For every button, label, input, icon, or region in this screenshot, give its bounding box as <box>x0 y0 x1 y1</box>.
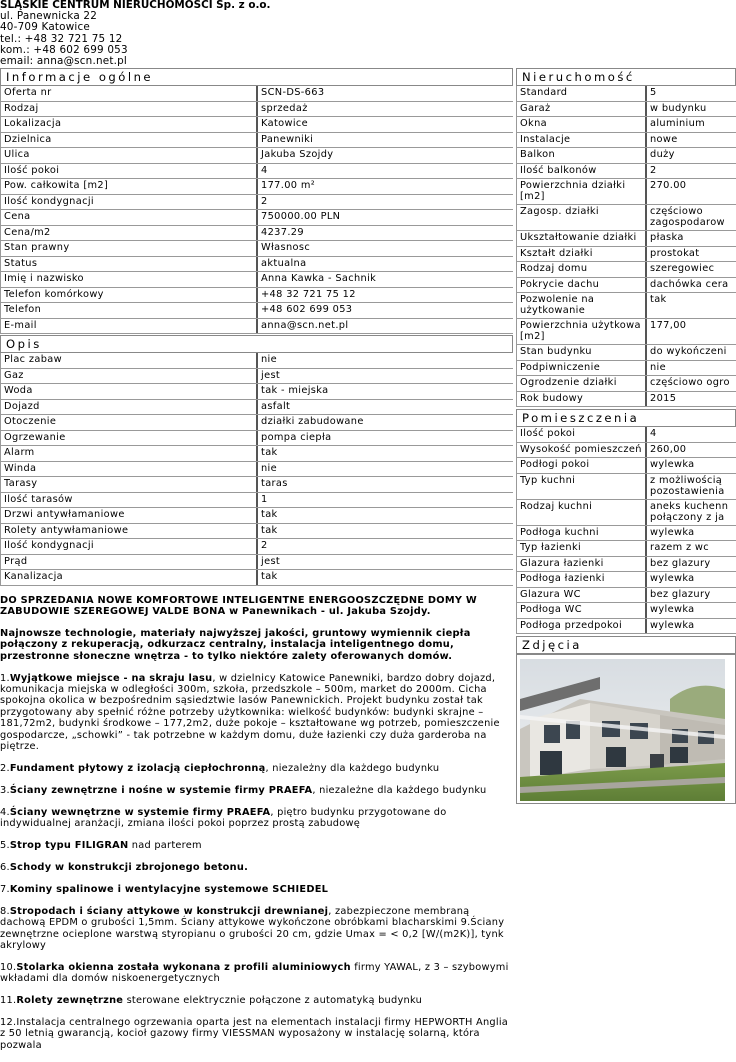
opis-row-label: Prąd <box>1 555 258 570</box>
desc-point-1: 1.Wyjątkowe miejsce - na skraju lasu, w dzielnicy Katowice Panewniki, bardzo dobry dojazd, komunikacja miejska w odległości 300m, szkoła, przedszkole – 500m, market do 2000m. Cicha spokojna okolica w bezpośrednim sąsiedztwie lasów Panewnickich. Projekt budynku został tak przygotowany aby spełnić różne potrzeby użytkownika: wielkość budynków: budynki skrajne – 181,72m2, budynki środkowe – 177,2m2, duże pokoje – kształtowane wg potrzeb, pomieszczenie gospodarcze, „schowki” - tak potrzebne w każdym domu, duże łazienki czy duża garderoba na piętrze. <box>0 672 500 752</box>
pomieszczenia-row-value: wylewka <box>650 604 695 615</box>
general-row-value: aktualna <box>261 257 307 269</box>
nieruchomosc-row-value: dachówka cera <box>650 278 729 290</box>
general-row-value: 4 <box>261 164 268 176</box>
nieruchomosc-row-label: Stan budynku <box>517 345 647 360</box>
pomieszczenia-row-label: Typ kuchni <box>517 474 647 499</box>
nieruchomosc-row <box>517 345 736 361</box>
opis-row-value: tak <box>261 524 278 536</box>
nieruchomosc-row-value: prostokat <box>650 247 700 259</box>
pomieszczenia-row <box>517 443 736 459</box>
pomieszczenia-row-label: Podłoga WC <box>517 603 647 618</box>
opis-row <box>1 384 513 400</box>
opis-row-label: Tarasy <box>1 477 258 492</box>
general-row-label: Ulica <box>1 148 258 163</box>
nieruchomosc-row <box>517 133 736 149</box>
general-row-label: Status <box>1 257 258 272</box>
pomieszczenia-row-label: Podłoga łazienki <box>517 572 647 587</box>
nieruchomosc-row-value: tak <box>650 294 667 305</box>
pomieszczenia-row-label: Podłogi pokoi <box>517 458 647 473</box>
nieruchomosc-row-value: 5 <box>650 87 657 98</box>
general-row <box>1 148 513 164</box>
opis-row-value: tak - miejska <box>261 385 329 396</box>
opis-row <box>1 400 513 416</box>
general-row-label: Telefon komórkowy <box>1 288 258 303</box>
desc-point-4: 4.Ściany wewnętrzne w systemie firmy PRAEFA, piętro budynku przygotowane do indywidualnej aranżacji, zmiana ilości pokoi poprzez prostą zabudowę <box>0 806 447 830</box>
nieruchomosc-row-value: szeregowiec <box>650 263 715 274</box>
general-row <box>1 272 513 288</box>
general-row <box>1 241 513 257</box>
general-row-label: Telefon <box>1 303 258 318</box>
pomieszczenia-row <box>517 588 736 604</box>
opis-row-label: Rolety antywłamaniowe <box>1 524 258 539</box>
general-row-value: 177.00 m² <box>261 180 316 191</box>
desc-headline: DO SPRZEDANIA NOWE KOMFORTOWE INTELIGENTNE ENERGOOSZCZĘDNE DOMY W ZABUDOWIE SZEREGOWEJ VALDE BONA w Panewnikach - ul. Jakuba Szojdy. <box>0 594 477 617</box>
nieruchomosc-row <box>517 376 736 392</box>
general-row-label: Ilość kondygnacji <box>1 195 258 210</box>
property-photo[interactable] <box>520 659 725 801</box>
pomieszczenia-row <box>517 541 736 557</box>
pomieszczenia-table <box>516 427 736 634</box>
nieruchomosc-row-label: Ukształtowanie działki <box>517 231 647 246</box>
general-row <box>1 226 513 242</box>
opis-row-label: Drzwi antywłamaniowe <box>1 508 258 523</box>
general-row-label: Oferta nr <box>1 86 258 101</box>
nieruchomosc-row-label: Ogrodzenie działki <box>517 376 647 391</box>
opis-row-label: Ilość kondygnacji <box>1 539 258 554</box>
opis-row-value: tak <box>261 447 278 458</box>
company-name: ŚLĄSKIE CENTRUM NIERUCHOMOŚCI Sp. z o.o. <box>0 0 271 11</box>
nieruchomosc-row <box>517 102 736 118</box>
pomieszczenia-row-label: Typ łazienki <box>517 541 647 556</box>
nieruchomosc-row-value: płaska <box>650 232 684 243</box>
nieruchomosc-row-label: Pokrycie dachu <box>517 278 647 293</box>
general-row-label: Stan prawny <box>1 241 258 256</box>
nieruchomosc-row <box>517 117 736 133</box>
opis-row-label: Ilość tarasów <box>1 493 258 508</box>
general-row-value: 750000.00 PLN <box>261 211 341 222</box>
opis-row-label: Otoczenie <box>1 415 258 430</box>
nieruchomosc-row <box>517 164 736 180</box>
general-row-value: Katowice <box>261 118 309 129</box>
nieruchomosc-row-label: Balkon <box>517 148 647 163</box>
general-row-value: anna@scn.net.pl <box>261 319 349 331</box>
nieruchomosc-row <box>517 86 736 102</box>
pomieszczenia-row-value: wylewka <box>650 459 695 470</box>
general-row-label: Rodzaj <box>1 102 258 117</box>
opis-row-value: tak <box>261 509 278 520</box>
nieruchomosc-row <box>517 278 736 294</box>
company-email: email: anna@scn.net.pl <box>0 55 128 68</box>
general-row <box>1 117 513 133</box>
nieruchomosc-row-value: 177,00 <box>650 320 687 331</box>
opis-table <box>0 353 513 586</box>
pomieszczenia-row-label: Ilość pokoi <box>517 427 647 442</box>
pomieszczenia-row-value: z możliwością pozostawienia <box>650 474 725 497</box>
opis-row-value: 1 <box>261 493 268 505</box>
general-row <box>1 195 513 211</box>
nieruchomosc-row <box>517 205 736 231</box>
nieruchomosc-row-value: aluminium <box>650 118 706 129</box>
nieruchomosc-row <box>517 319 736 345</box>
general-row <box>1 179 513 195</box>
opis-row <box>1 539 513 555</box>
general-row-value: +48 32 721 75 12 <box>261 288 356 300</box>
pomieszczenia-row-value: 260,00 <box>650 443 687 455</box>
desc-point-6: 6.Schody w konstrukcji zbrojonego betonu. <box>0 861 249 873</box>
general-row-label: Pow. całkowita [m2] <box>1 179 258 194</box>
opis-row-value: pompa ciepła <box>261 431 332 443</box>
general-row-value: Własnosc <box>261 242 311 253</box>
company-header <box>0 0 512 67</box>
desc-point-10: 10.Stolarka okienna została wykonana z profili aluminiowych firmy YAWAL, z 3 – szybowymi wkładami dla domów niskoenergetycznych <box>0 961 509 985</box>
opis-row-value: jest <box>261 555 281 567</box>
general-row-label: Dzielnica <box>1 133 258 148</box>
general-row-value: Jakuba Szojdy <box>261 149 334 160</box>
nieruchomosc-row-value: 2 <box>650 164 657 176</box>
nieruchomosc-row-value: 2015 <box>650 392 677 404</box>
pomieszczenia-row <box>517 427 736 443</box>
general-row <box>1 86 513 102</box>
general-row-label: Cena <box>1 210 258 225</box>
general-row-value: SCN-DS-663 <box>261 87 325 98</box>
general-row-value: +48 602 699 053 <box>261 304 353 315</box>
opis-row <box>1 524 513 540</box>
general-row-value: Panewniki <box>261 133 314 145</box>
general-row <box>1 210 513 226</box>
opis-row-label: Gaz <box>1 369 258 384</box>
zdjecia-header: Zdjęcia <box>516 636 736 654</box>
desc-point-2: 2.Fundament płytowy z izolacją ciepłochronną, niezależny dla każdego budynku <box>0 762 440 774</box>
general-info-table <box>0 86 513 334</box>
opis-row <box>1 462 513 478</box>
opis-row-value: tak <box>261 571 278 582</box>
opis-row <box>1 555 513 571</box>
opis-row <box>1 477 513 493</box>
pomieszczenia-row-value: 4 <box>650 428 657 439</box>
pomieszczenia-row <box>517 526 736 542</box>
pomieszczenia-row-label: Podłoga kuchni <box>517 526 647 541</box>
general-row <box>1 164 513 180</box>
nieruchomosc-row-label: Rodzaj domu <box>517 262 647 277</box>
nieruchomosc-row-label: Ilość balkonów <box>517 164 647 179</box>
pomieszczenia-row <box>517 619 736 635</box>
nieruchomosc-row-label: Powierzchnia działki [m2] <box>517 179 647 204</box>
nieruchomosc-row <box>517 262 736 278</box>
desc-point-7: 7.Kominy spalinowe i wentylacyjne systemowe SCHIEDEL <box>0 883 329 895</box>
opis-row <box>1 493 513 509</box>
general-row-label: E-mail <box>1 319 258 334</box>
pomieszczenia-row-label: Podłoga przedpokoi <box>517 619 647 634</box>
general-row-label: Cena/m2 <box>1 226 258 241</box>
nieruchomosc-row-value: nie <box>650 361 667 373</box>
general-row <box>1 102 513 118</box>
pomieszczenia-row-label: Glazura łazienki <box>517 557 647 572</box>
nieruchomosc-row-label: Kształt działki <box>517 247 647 262</box>
nieruchomosc-row-label: Pozwolenie na użytkowanie <box>517 293 647 318</box>
opis-row-value: nie <box>261 462 278 474</box>
nieruchomosc-row <box>517 392 736 408</box>
general-row-label: Imię i nazwisko <box>1 272 258 287</box>
opis-row <box>1 508 513 524</box>
opis-row-value: taras <box>261 478 288 489</box>
opis-row <box>1 353 513 369</box>
pomieszczenia-row <box>517 474 736 500</box>
opis-row-value: działki zabudowane <box>261 416 364 427</box>
general-row-value: 2 <box>261 195 268 207</box>
opis-row-label: Dojazd <box>1 400 258 415</box>
pomieszczenia-row-value: wylewka <box>650 619 695 631</box>
nieruchomosc-header: Nieruchomość <box>516 68 736 86</box>
offer-description <box>0 595 513 1052</box>
pomieszczenia-row <box>517 603 736 619</box>
nieruchomosc-row <box>517 361 736 377</box>
nieruchomosc-row <box>517 293 736 319</box>
nieruchomosc-row-value: duży <box>650 149 675 160</box>
opis-row-label: Alarm <box>1 446 258 461</box>
right-column <box>516 68 736 804</box>
opis-row-value: jest <box>261 369 281 381</box>
nieruchomosc-row-value: do wykończeni <box>650 346 727 357</box>
opis-row-label: Woda <box>1 384 258 399</box>
opis-row <box>1 431 513 447</box>
general-row <box>1 133 513 149</box>
general-row-value: Anna Kawka - Sachnik <box>261 273 377 284</box>
nieruchomosc-row-label: Podpiwniczenie <box>517 361 647 376</box>
nieruchomosc-row-value: nowe <box>650 133 678 145</box>
nieruchomosc-row-value: w budynku <box>650 102 707 114</box>
opis-row-value: nie <box>261 354 278 365</box>
pomieszczenia-row <box>517 458 736 474</box>
company-street: ul. Panewnicka 22 <box>0 10 98 23</box>
opis-row-value: 2 <box>261 540 268 551</box>
opis-header: Opis <box>0 335 513 353</box>
pomieszczenia-row-value: wylewka <box>650 573 695 584</box>
pomieszczenia-row <box>517 500 736 526</box>
desc-intro: Najnowsze technologie, materiały najwyższej jakości, gruntowy wymiennik ciepła połączony z rekuperacją, odkurzacz centralny, instalacja inteligentnego domu, przestronne słoneczne wnętrza - to tylko niektóre zalety oferowanych domów. <box>0 627 471 662</box>
pomieszczenia-row <box>517 557 736 573</box>
opis-row <box>1 446 513 462</box>
pomieszczenia-row-value: wylewka <box>650 526 695 538</box>
nieruchomosc-row-label: Okna <box>517 117 647 132</box>
opis-row-value: asfalt <box>261 400 291 412</box>
property-photo-frame <box>516 654 736 804</box>
desc-point-11: 11.Rolety zewnętrzne sterowane elektrycznie połączone z automatyką budynku <box>0 995 423 1007</box>
nieruchomosc-table <box>516 86 736 407</box>
desc-point-5: 5.Strop typu FILIGRAN nad parterem <box>0 840 202 851</box>
opis-row-label: Plac zabaw <box>1 353 258 368</box>
pomieszczenia-row-label: Wysokość pomieszczeń <box>517 443 647 458</box>
opis-row-label: Ogrzewanie <box>1 431 258 446</box>
desc-point-12: 12.Instalacja centralnego ogrzewania oparta jest na elementach instalacji firmy HEPWORTH Anglia z 50 letnią gwarancją, kocioł gazowy firmy VIESSMAN wyposażony w instalację solarną, która pozwala <box>0 1017 509 1051</box>
opis-row <box>1 415 513 431</box>
opis-row <box>1 369 513 385</box>
company-mobile: kom.: +48 602 699 053 <box>0 43 128 56</box>
pomieszczenia-row-value: bez glazury <box>650 557 711 569</box>
desc-point-8: 8.Stropodach i ściany attykowe w konstrukcji drewnianej, zabezpieczone membraną dachową EPDM o grubości 1,5mm. Ściany attykowe wykończone obróbkami blacharskimi 9.Ściany zewnętrzne ocieplone warstwą styropianu o grubości 20 cm, gdzie Umax = < 0,2 [W/(m2K)], tynk akrylowy <box>0 905 505 951</box>
opis-row <box>1 570 513 586</box>
general-row <box>1 303 513 319</box>
nieruchomosc-row-label: Rok budowy <box>517 392 647 407</box>
nieruchomosc-row-label: Instalacje <box>517 133 647 148</box>
nieruchomosc-row-label: Garaż <box>517 102 647 117</box>
nieruchomosc-row <box>517 247 736 263</box>
general-row-label: Ilość pokoi <box>1 164 258 179</box>
nieruchomosc-row-value: częściowo ogro <box>650 377 730 388</box>
general-info-header: Informacje ogólne <box>0 68 513 86</box>
general-row <box>1 319 513 335</box>
general-row <box>1 288 513 304</box>
opis-row-label: Kanalizacja <box>1 570 258 585</box>
pomieszczenia-row-value: bez glazury <box>650 588 711 600</box>
nieruchomosc-row-value: częściowo zagospodarow <box>650 206 725 228</box>
pomieszczenia-row-label: Glazura WC <box>517 588 647 603</box>
nieruchomosc-row-label: Zagosp. działki <box>517 205 647 230</box>
general-row-label: Lokalizacja <box>1 117 258 132</box>
left-column <box>0 68 513 1062</box>
pomieszczenia-row-value: aneks kuchenn połączony z ja <box>650 500 729 523</box>
nieruchomosc-row <box>517 231 736 247</box>
pomieszczenia-header: Pomieszczenia <box>516 409 736 427</box>
company-city: 40-709 Katowice <box>0 21 91 34</box>
nieruchomosc-row-label: Powierzchnia użytkowa [m2] <box>517 319 647 344</box>
pomieszczenia-row <box>517 572 736 588</box>
opis-row-label: Winda <box>1 462 258 477</box>
general-row <box>1 257 513 273</box>
nieruchomosc-row-label: Standard <box>517 86 647 101</box>
general-row-value: 4237.29 <box>261 226 304 238</box>
company-phone: tel.: +48 32 721 75 12 <box>0 32 123 45</box>
desc-point-3: 3.Ściany zewnętrzne i nośne w systemie firmy PRAEFA, niezależne dla każdego budynku <box>0 784 487 796</box>
nieruchomosc-row <box>517 148 736 164</box>
nieruchomosc-row <box>517 179 736 205</box>
general-row-value: sprzedaż <box>261 102 308 114</box>
nieruchomosc-row-value: 270.00 <box>650 180 687 191</box>
pomieszczenia-row-value: razem z wc <box>650 542 710 553</box>
pomieszczenia-row-label: Rodzaj kuchni <box>517 500 647 525</box>
